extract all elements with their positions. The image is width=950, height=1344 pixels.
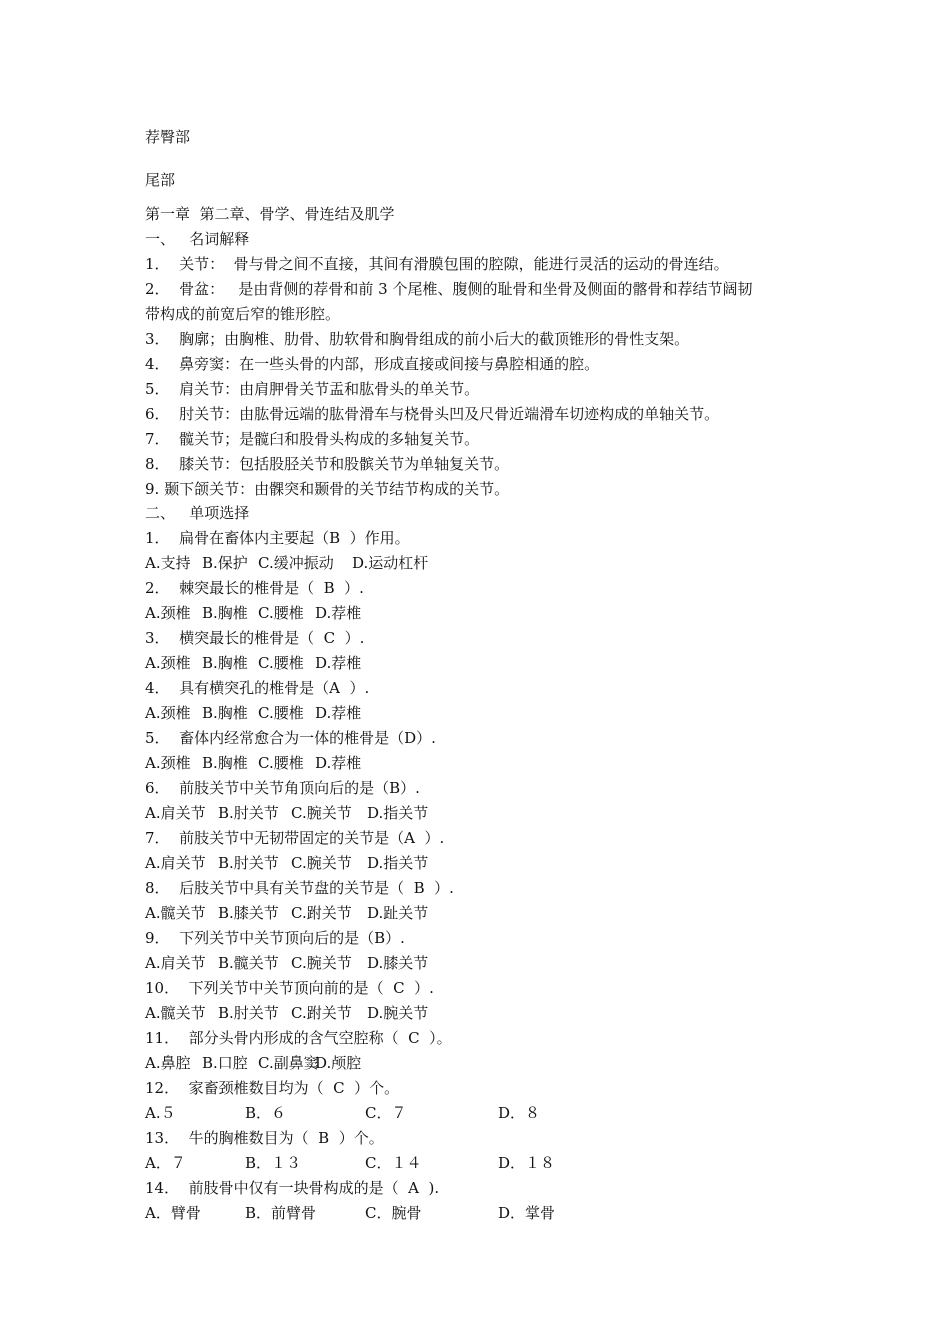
- definition-item: 带构成的前宽后窄的锥形腔。: [145, 305, 341, 323]
- option-b: B.膝关节: [218, 904, 279, 922]
- option-c: C.腰椎: [258, 654, 304, 672]
- option-a: A.颈椎: [145, 754, 191, 772]
- question-options: [145, 703, 845, 723]
- option-c: C.副鼻窦: [258, 1054, 319, 1072]
- option-b: B．６: [245, 1104, 287, 1122]
- question-text: 3． 横突最长的椎骨是（ C ）.: [145, 629, 365, 647]
- option-d: D.趾关节: [367, 904, 429, 922]
- option-d: D．８: [498, 1104, 541, 1122]
- option-b: B.胸椎: [202, 654, 248, 672]
- header-line-2: 尾部: [145, 171, 176, 189]
- option-a: A．７: [145, 1154, 186, 1172]
- option-a: A．臂骨: [145, 1204, 201, 1222]
- option-c: C.腕关节: [291, 954, 352, 972]
- option-d: D．１８: [498, 1154, 556, 1172]
- option-a: A.颈椎: [145, 704, 191, 722]
- option-d: D.荐椎: [315, 604, 362, 622]
- option-a: A.颈椎: [145, 604, 191, 622]
- option-d: D.颅腔: [315, 1054, 362, 1072]
- question-options: [145, 1103, 845, 1123]
- option-b: B.肘关节: [218, 804, 279, 822]
- option-a: A.髋关节: [145, 904, 206, 922]
- option-d: D.运动杠杆: [352, 554, 429, 572]
- option-b: B．前臂骨: [245, 1204, 317, 1222]
- option-a: A.髋关节: [145, 1004, 206, 1022]
- definition-item: 2． 骨盆： 是由背侧的荐骨和前 3 个尾椎、腹侧的耻骨和坐骨及侧面的髂骨和荐结节阔韧: [145, 280, 753, 298]
- definition-item: 3． 胸廓；由胸椎、肋骨、肋软骨和胸骨组成的前小后大的截顶锥形的骨性支架。: [145, 330, 690, 348]
- option-c: C．７: [365, 1104, 407, 1122]
- definition-item: 6． 肘关节：由肱骨远端的肱骨滑车与桡骨头凹及尺骨近端滑车切迹构成的单轴关节。: [145, 405, 720, 423]
- option-a: A.肩关节: [145, 854, 206, 872]
- option-d: D.荐椎: [315, 704, 362, 722]
- question-options: [145, 953, 845, 973]
- option-d: D.腕关节: [367, 1004, 429, 1022]
- question-text: 8． 后肢关节中具有关节盘的关节是（ B ）.: [145, 879, 454, 897]
- question-options: [145, 803, 845, 823]
- question-text: 12． 家畜颈椎数目均为（ C ）个。: [145, 1079, 400, 1097]
- option-c: C.跗关节: [291, 1004, 352, 1022]
- question-text: 6． 前肢关节中关节角顶向后的是（B）.: [145, 779, 420, 797]
- definition-item: 9. 颞下颌关节：由髁突和颞骨的关节结节构成的关节。: [145, 480, 510, 498]
- question-options: [145, 903, 845, 923]
- option-b: B.保护: [202, 554, 248, 572]
- option-c: C.跗关节: [291, 904, 352, 922]
- chapter-title: 第一章 第二章、骨学、骨连结及肌学: [145, 205, 395, 223]
- option-b: B.髋关节: [218, 954, 279, 972]
- option-b: B.肘关节: [218, 854, 279, 872]
- option-b: B.胸椎: [202, 754, 248, 772]
- question-options: [145, 1203, 845, 1223]
- option-b: B．１３: [245, 1154, 302, 1172]
- option-b: B.肘关节: [218, 1004, 279, 1022]
- question-options: [145, 1003, 845, 1023]
- question-options: [145, 753, 845, 773]
- option-a: A.肩关节: [145, 804, 206, 822]
- definition-item: 5． 肩关节：由肩胛骨关节盂和肱骨头的单关节。: [145, 380, 480, 398]
- option-a: A.肩关节: [145, 954, 206, 972]
- option-d: D.荐椎: [315, 654, 362, 672]
- option-d: D.指关节: [367, 804, 429, 822]
- option-c: C．腕骨: [365, 1204, 422, 1222]
- definition-item: 4． 鼻旁窦：在一些头骨的内部，形成直接或间接与鼻腔相通的腔。: [145, 355, 600, 373]
- definition-item: 7． 髋关节；是髋臼和股骨头构成的多轴复关节。: [145, 430, 480, 448]
- option-c: C.腕关节: [291, 854, 352, 872]
- option-d: D.指关节: [367, 854, 429, 872]
- option-b: B.口腔: [202, 1054, 248, 1072]
- option-c: C．１４: [365, 1154, 422, 1172]
- option-c: C.腰椎: [258, 604, 304, 622]
- question-options: [145, 1153, 845, 1173]
- option-c: C.缓冲振动: [258, 554, 334, 572]
- question-text: 4． 具有横突孔的椎骨是（A ）.: [145, 679, 370, 697]
- question-text: 5． 畜体内经常愈合为一体的椎骨是（D）.: [145, 729, 436, 747]
- question-options: [145, 853, 845, 873]
- option-d: D．掌骨: [498, 1204, 556, 1222]
- option-a: A.鼻腔: [145, 1054, 191, 1072]
- question-options: [145, 653, 845, 673]
- question-options: [145, 553, 845, 573]
- question-text: 11． 部分头骨内形成的含气空腔称（ C ）。: [145, 1029, 452, 1047]
- question-text: 14． 前肢骨中仅有一块骨构成的是（ A ).: [145, 1179, 440, 1197]
- option-c: C.腰椎: [258, 754, 304, 772]
- question-text: 2． 棘突最长的椎骨是（ B ）.: [145, 579, 364, 597]
- question-text: 13． 牛的胸椎数目为（ B ）个。: [145, 1129, 384, 1147]
- definition-item: 8． 膝关节：包括股胫关节和股髌关节为单轴复关节。: [145, 455, 510, 473]
- option-d: D.荐椎: [315, 754, 362, 772]
- section1-title: 一、 名词解释: [145, 230, 250, 248]
- section2-title: 二、 单项选择: [145, 504, 250, 522]
- option-b: B.胸椎: [202, 704, 248, 722]
- question-options: [145, 603, 845, 623]
- question-options: [145, 1053, 845, 1073]
- question-text: 7． 前肢关节中无韧带固定的关节是（A ）.: [145, 829, 445, 847]
- header-line-1: 荐臀部: [145, 128, 191, 146]
- question-text: 9． 下列关节中关节顶向后的是（B）.: [145, 929, 405, 947]
- option-b: B.胸椎: [202, 604, 248, 622]
- definition-item: 1． 关节： 骨与骨之间不直接，其间有滑膜包围的腔隙，能进行灵活的运动的骨连结。: [145, 255, 729, 273]
- option-a: A.５: [145, 1104, 176, 1122]
- question-text: 10． 下列关节中关节顶向前的是（ C ）.: [145, 979, 434, 997]
- option-a: A.颈椎: [145, 654, 191, 672]
- option-c: C.腰椎: [258, 704, 304, 722]
- option-c: C.腕关节: [291, 804, 352, 822]
- question-text: 1． 扁骨在畜体内主要起（B ）作用。: [145, 529, 410, 547]
- option-d: D.膝关节: [367, 954, 429, 972]
- option-a: A.支持: [145, 554, 191, 572]
